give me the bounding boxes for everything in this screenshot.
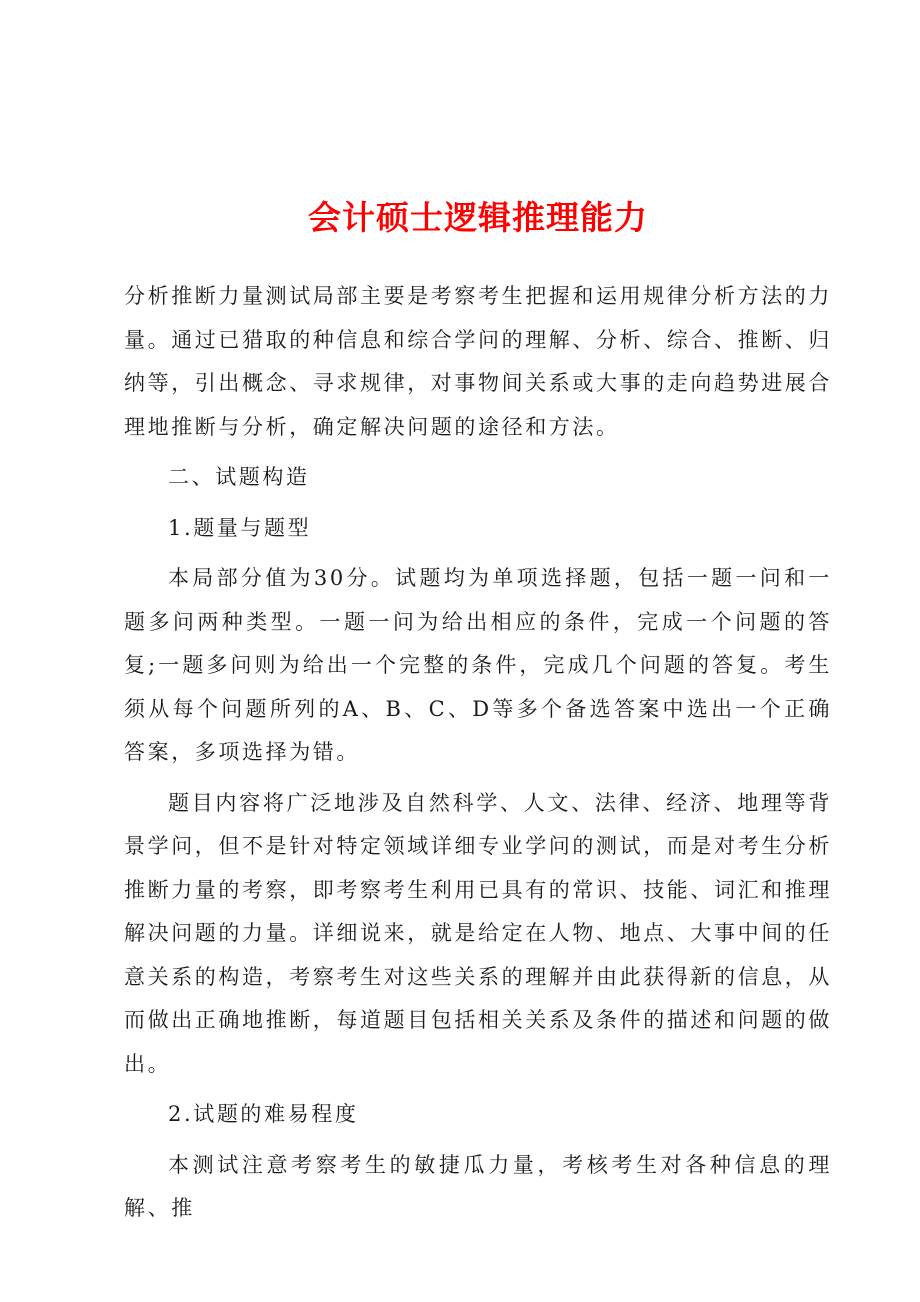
paragraph-difficulty: 本测试注意考察考生的敏捷瓜力量，考核考生对各种信息的理解、推 [124,1152,832,1220]
paragraph-content-scope: 题目内容将广泛地涉及自然科学、人文、法律、经济、地理等背景学问，但不是针对特定领域详细专业学问的测试，而是对考生分析推断力量的考察，即考察考生利用已具有的常识、技能、词汇和推理解决问题的力量。详细说来，就是给定在人物、地点、大事中间的任意关系的构造，考察考生对这些关系的理解并由此获得新的信息，从而做出正确地推断，每道题目包括相关关系及条件的描述和问题的做出。 [124,790,832,1076]
document-title: 会计硕士逻辑推理能力 [308,198,648,237]
section-heading-structure: 二、试题构造 [168,465,310,489]
document-body [124,275,832,1231]
subheading-difficulty: 2.试题的难易程度 [168,1102,359,1126]
paragraph-question-types: 本局部分值为30分。试题均为单项选择题，包括一题一问和一题多问两种类型。一题一问为给出相应的条件，完成一个问题的答复;一题多问则为给出一个完整的条件，完成几个问题的答复。考生须从每个问题所列的A、B、C、D等多个备选答案中选出一个正确答案，多项选择为错。 [124,566,832,764]
intro-paragraph: 分析推断力量测试局部主要是考察考生把握和运用规律分析方法的力量。通过已猎取的种信息和综合学问的理解、分析、综合、推断、归纳等，引出概念、寻求规律，对事物间关系或大事的走向趋势进展合理地推断与分析，确定解决问题的途径和方法。 [124,284,832,439]
subheading-question-types: 1.题量与题型 [168,515,312,540]
